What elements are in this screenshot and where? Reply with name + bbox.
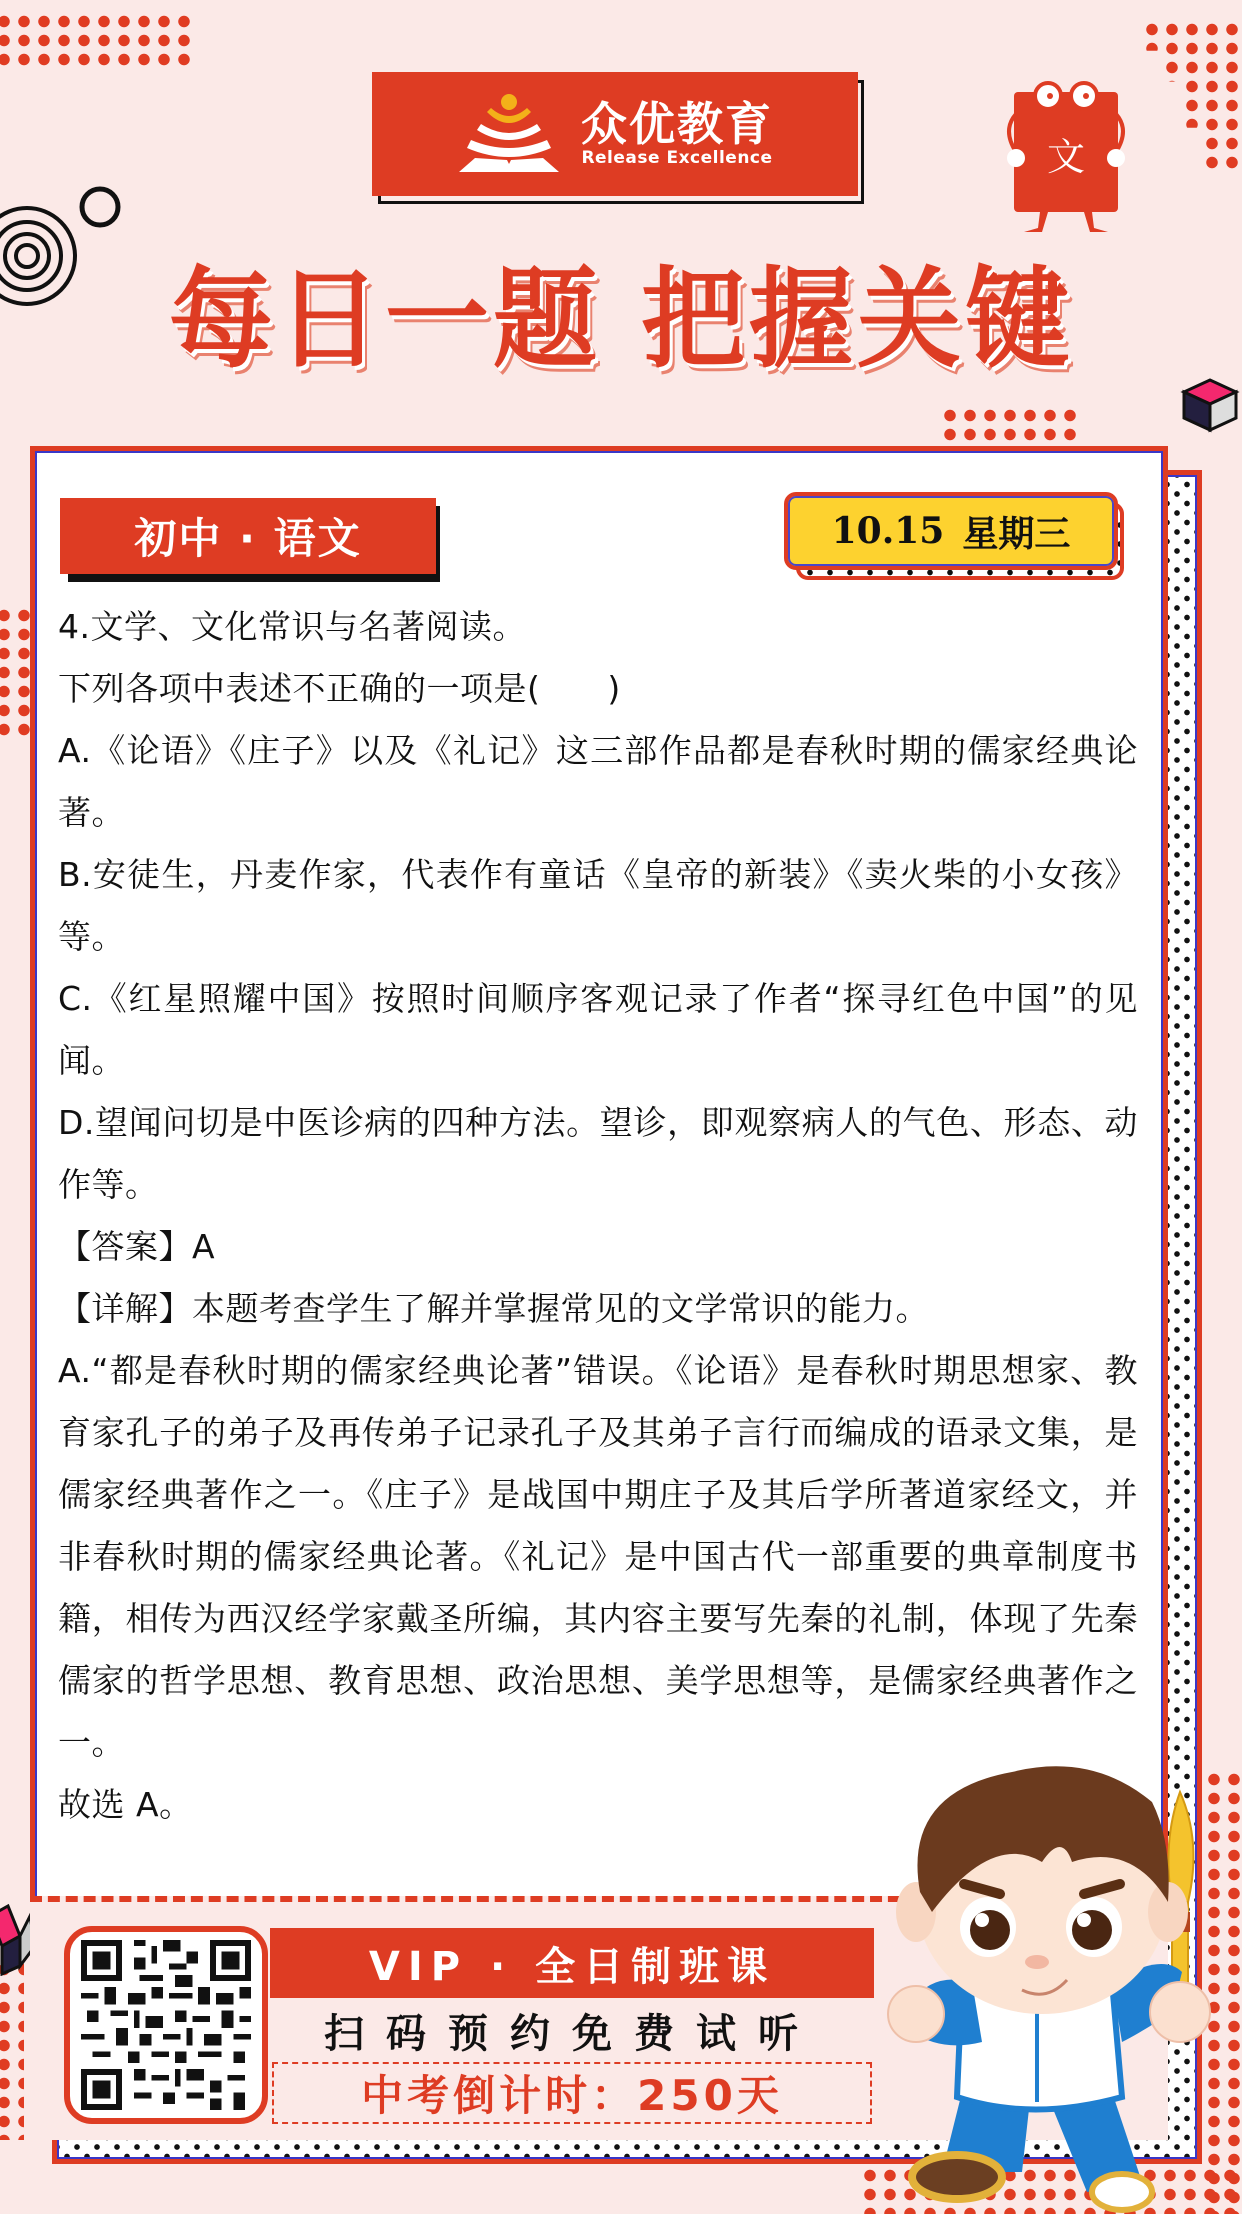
wen-mascot-icon	[996, 70, 1136, 242]
option-d: D.望闻问切是中医诊病的四种方法。望诊，即观察病人的气色、形态、动作等。	[58, 1103, 1138, 1204]
weekday-value: 星期三	[962, 512, 1071, 555]
decor-dots-mid-right	[940, 406, 1080, 446]
question-content	[58, 596, 1138, 1836]
cube-icon-top-right	[1180, 372, 1240, 434]
brand-logo	[372, 72, 858, 196]
option-b: B.安徒生，丹麦作家，代表作有童话《皇帝的新装》《卖火柴的小女孩》等。	[58, 855, 1138, 956]
countdown-label: 中考倒计时：	[361, 2071, 638, 2120]
date-tag	[784, 492, 1118, 570]
decor-dots-top-right	[1142, 20, 1242, 174]
date-value: 10.15	[831, 510, 945, 552]
scan-to-book-text: 扫码预约免费试听	[324, 2010, 820, 2057]
student-mascot-icon	[872, 1752, 1212, 2214]
brand-name-en: Release Excellence	[581, 148, 773, 169]
option-c: C.《红星照耀中国》按照时间顺序客观记录了作者“探寻红色中国”的见闻。	[58, 979, 1138, 1080]
logo-book-icon	[457, 92, 561, 176]
brand-name-cn: 众优教育	[581, 96, 773, 151]
vip-banner: VIP · 全日制班课	[270, 1928, 874, 1998]
explain-intro: 【详解】本题考查学生了解并掌握常见的文学常识的能力。	[58, 1289, 929, 1328]
subject-tag: 初中 · 语文	[60, 498, 436, 574]
question-prompt: 下列各项中表述不正确的一项是( )	[58, 669, 621, 708]
countdown-value: 250天	[637, 2071, 783, 2120]
option-a: A.《论语》《庄子》以及《礼记》这三部作品都是春秋时期的儒家经典论著。	[58, 731, 1138, 832]
qr-code-icon	[81, 1940, 251, 2110]
answer-label: 【答案】A	[58, 1227, 216, 1266]
exam-countdown	[272, 2062, 872, 2124]
svg-text:文: 文	[1046, 135, 1086, 179]
explain-body: A.“都是春秋时期的儒家经典论著”错误。《论语》是春秋时期思想家、教育家孔子的弟子及再传弟子记录孔子及其弟子言行而编成的语录文集，是儒家经典著作之一。《庄子》是战国中期庄子及其后学所著道家经文，并非春秋时期的儒家经典论著。《礼记》是中国古代一部重要的典章制度书籍，相传为西汉经学家戴圣所编，其内容主要写先秦的礼制，体现了先秦儒家的哲学思想、教育思想、政治思想、美学思想等，是儒家经典著作之一。	[58, 1351, 1138, 1762]
decor-dots-bottom-left	[0, 1960, 24, 2140]
conclusion: 故选 A。	[58, 1785, 193, 1824]
decor-dots-left-edge	[0, 606, 30, 736]
qr-code[interactable]	[64, 1926, 268, 2124]
decor-dots-top-left	[0, 12, 190, 70]
page-headline: 每日一题 把握关键	[168, 254, 1074, 384]
question-title: 4.文学、文化常识与名著阅读。	[58, 607, 526, 646]
